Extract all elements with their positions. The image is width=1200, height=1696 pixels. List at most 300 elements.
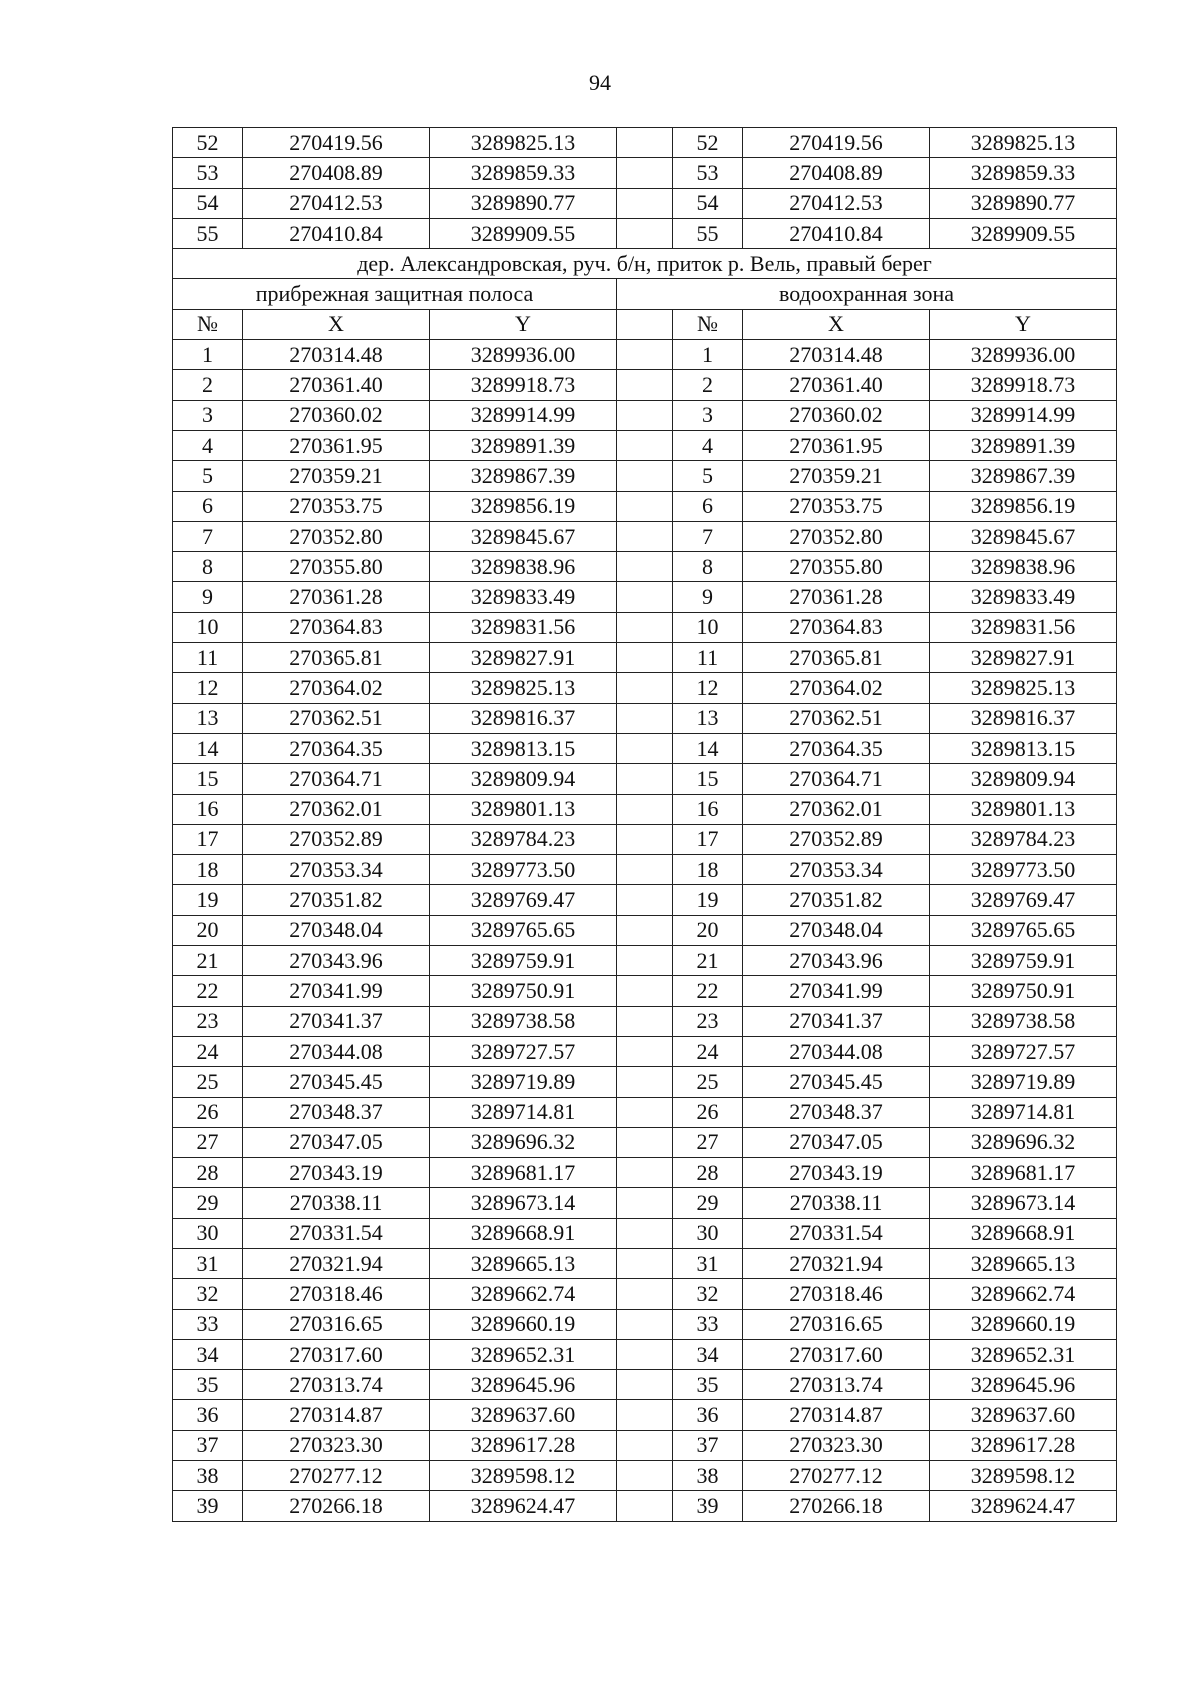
left-num-cell: 2 xyxy=(173,370,243,400)
left-num-cell: 53 xyxy=(173,158,243,188)
right-num-cell: 35 xyxy=(673,1370,743,1400)
right-y-cell: 3289801.13 xyxy=(930,794,1117,824)
right-zone-header: водоохранная зона xyxy=(617,279,1117,309)
right-num-cell: 19 xyxy=(673,885,743,915)
left-x-cell: 270412.53 xyxy=(243,188,430,218)
gap-cell xyxy=(617,1309,673,1339)
table-row xyxy=(173,158,1117,188)
gap-cell xyxy=(617,128,673,158)
left-y-cell: 3289891.39 xyxy=(430,430,617,460)
table-row xyxy=(173,1309,1117,1339)
left-num-cell: 23 xyxy=(173,1006,243,1036)
right-x-cell: 270361.95 xyxy=(743,430,930,460)
right-y-cell: 3289833.49 xyxy=(930,582,1117,612)
left-x-cell: 270359.21 xyxy=(243,461,430,491)
table-row xyxy=(173,1279,1117,1309)
right-num-cell: 38 xyxy=(673,1461,743,1491)
table-row xyxy=(173,582,1117,612)
gap-cell xyxy=(617,1067,673,1097)
right-y-cell: 3289624.47 xyxy=(930,1491,1117,1521)
right-num-cell: 5 xyxy=(673,461,743,491)
gap-cell xyxy=(617,1097,673,1127)
gap-cell xyxy=(617,612,673,642)
table-row xyxy=(173,218,1117,248)
left-x-cell: 270361.40 xyxy=(243,370,430,400)
continued-rows xyxy=(173,128,1117,249)
left-y-cell: 3289668.91 xyxy=(430,1218,617,1248)
right-x-cell: 270348.37 xyxy=(743,1097,930,1127)
table-row xyxy=(173,430,1117,460)
table-row xyxy=(173,1400,1117,1430)
left-y-cell: 3289598.12 xyxy=(430,1461,617,1491)
right-y-cell: 3289696.32 xyxy=(930,1127,1117,1157)
left-y-cell: 3289773.50 xyxy=(430,855,617,885)
left-num-cell: 14 xyxy=(173,733,243,763)
left-x-cell: 270318.46 xyxy=(243,1279,430,1309)
table-row xyxy=(173,128,1117,158)
right-num-cell: 21 xyxy=(673,946,743,976)
right-num-cell: 28 xyxy=(673,1158,743,1188)
left-x-cell: 270323.30 xyxy=(243,1430,430,1460)
right-y-cell: 3289845.67 xyxy=(930,521,1117,551)
left-num-cell: 39 xyxy=(173,1491,243,1521)
left-num-cell: 31 xyxy=(173,1248,243,1278)
left-y-cell: 3289838.96 xyxy=(430,552,617,582)
right-x-cell: 270364.71 xyxy=(743,764,930,794)
table-row xyxy=(173,400,1117,430)
table-row xyxy=(173,824,1117,854)
right-num-cell: 53 xyxy=(673,158,743,188)
left-x-cell: 270362.51 xyxy=(243,703,430,733)
right-num-cell: 2 xyxy=(673,370,743,400)
table-row xyxy=(173,1461,1117,1491)
table-row xyxy=(173,491,1117,521)
left-x-cell: 270313.74 xyxy=(243,1370,430,1400)
gap-cell xyxy=(617,733,673,763)
table-row xyxy=(173,1036,1117,1066)
right-num-cell: 18 xyxy=(673,855,743,885)
right-num-cell: 31 xyxy=(673,1248,743,1278)
section-title-row xyxy=(173,249,1117,279)
left-x-cell: 270348.04 xyxy=(243,915,430,945)
left-y-cell: 3289825.13 xyxy=(430,673,617,703)
right-y-cell: 3289765.65 xyxy=(930,915,1117,945)
table-row xyxy=(173,794,1117,824)
right-x-cell: 270317.60 xyxy=(743,1339,930,1369)
left-x-cell: 270362.01 xyxy=(243,794,430,824)
left-zone-header: прибрежная защитная полоса xyxy=(173,279,617,309)
right-num-cell: 8 xyxy=(673,552,743,582)
right-num-cell: 26 xyxy=(673,1097,743,1127)
right-y-cell: 3289598.12 xyxy=(930,1461,1117,1491)
right-x-cell: 270316.65 xyxy=(743,1309,930,1339)
right-x-cell: 270362.01 xyxy=(743,794,930,824)
left-y-cell: 3289714.81 xyxy=(430,1097,617,1127)
left-num-cell: 16 xyxy=(173,794,243,824)
right-num-cell: 25 xyxy=(673,1067,743,1097)
left-num-cell: 33 xyxy=(173,1309,243,1339)
left-x-cell: 270364.83 xyxy=(243,612,430,642)
right-num-cell: 37 xyxy=(673,1430,743,1460)
table-row xyxy=(173,1430,1117,1460)
right-x-cell: 270353.75 xyxy=(743,491,930,521)
gap-cell xyxy=(617,1430,673,1460)
right-num-cell: 17 xyxy=(673,824,743,854)
left-num-cell: 32 xyxy=(173,1279,243,1309)
right-x-cell: 270345.45 xyxy=(743,1067,930,1097)
table-row xyxy=(173,340,1117,370)
right-y-cell: 3289759.91 xyxy=(930,946,1117,976)
right-num-cell: 4 xyxy=(673,430,743,460)
left-x-cell: 270345.45 xyxy=(243,1067,430,1097)
left-y-cell: 3289784.23 xyxy=(430,824,617,854)
right-num-cell: 24 xyxy=(673,1036,743,1066)
left-y-cell: 3289645.96 xyxy=(430,1370,617,1400)
gap-cell xyxy=(617,309,673,339)
gap-cell xyxy=(617,370,673,400)
right-x-cell: 270266.18 xyxy=(743,1491,930,1521)
left-num-cell: 9 xyxy=(173,582,243,612)
left-x-cell: 270331.54 xyxy=(243,1218,430,1248)
left-y-cell: 3289827.91 xyxy=(430,643,617,673)
gap-cell xyxy=(617,703,673,733)
left-num-cell: 5 xyxy=(173,461,243,491)
right-y-cell: 3289668.91 xyxy=(930,1218,1117,1248)
gap-cell xyxy=(617,491,673,521)
right-y-cell: 3289727.57 xyxy=(930,1036,1117,1066)
left-y-cell: 3289765.65 xyxy=(430,915,617,945)
left-y-cell: 3289637.60 xyxy=(430,1400,617,1430)
left-x-cell: 270266.18 xyxy=(243,1491,430,1521)
left-y-cell: 3289727.57 xyxy=(430,1036,617,1066)
gap-cell xyxy=(617,158,673,188)
left-y-cell: 3289662.74 xyxy=(430,1279,617,1309)
table-row xyxy=(173,733,1117,763)
left-y-cell: 3289665.13 xyxy=(430,1248,617,1278)
right-y-cell: 3289665.13 xyxy=(930,1248,1117,1278)
left-num-cell: 54 xyxy=(173,188,243,218)
left-y-cell: 3289833.49 xyxy=(430,582,617,612)
left-x-cell: 270361.95 xyxy=(243,430,430,460)
left-y-cell: 3289909.55 xyxy=(430,218,617,248)
left-num-cell: 4 xyxy=(173,430,243,460)
left-y-cell: 3289769.47 xyxy=(430,885,617,915)
column-header-row xyxy=(173,309,1117,339)
gap-cell xyxy=(617,582,673,612)
left-y-cell: 3289759.91 xyxy=(430,946,617,976)
right-y-cell: 3289719.89 xyxy=(930,1067,1117,1097)
left-num-cell: 34 xyxy=(173,1339,243,1369)
left-x-cell: 270341.37 xyxy=(243,1006,430,1036)
gap-cell xyxy=(617,855,673,885)
gap-cell xyxy=(617,1461,673,1491)
gap-cell xyxy=(617,946,673,976)
left-num-cell: 22 xyxy=(173,976,243,1006)
coordinates-table xyxy=(172,127,1117,1522)
left-col-num-header: № xyxy=(173,309,243,339)
right-num-cell: 7 xyxy=(673,521,743,551)
table-row xyxy=(173,855,1117,885)
left-x-cell: 270365.81 xyxy=(243,643,430,673)
left-x-cell: 270419.56 xyxy=(243,128,430,158)
left-num-cell: 28 xyxy=(173,1158,243,1188)
gap-cell xyxy=(617,824,673,854)
table-row xyxy=(173,1491,1117,1521)
gap-cell xyxy=(617,1339,673,1369)
right-num-cell: 10 xyxy=(673,612,743,642)
left-y-cell: 3289867.39 xyxy=(430,461,617,491)
right-x-cell: 270361.28 xyxy=(743,582,930,612)
right-x-cell: 270419.56 xyxy=(743,128,930,158)
left-y-cell: 3289617.28 xyxy=(430,1430,617,1460)
left-col-y-header: Y xyxy=(430,309,617,339)
right-num-cell: 16 xyxy=(673,794,743,824)
left-num-cell: 7 xyxy=(173,521,243,551)
right-x-cell: 270313.74 xyxy=(743,1370,930,1400)
right-num-cell: 54 xyxy=(673,188,743,218)
left-y-cell: 3289696.32 xyxy=(430,1127,617,1157)
gap-cell xyxy=(617,794,673,824)
right-y-cell: 3289660.19 xyxy=(930,1309,1117,1339)
gap-cell xyxy=(617,1006,673,1036)
right-num-cell: 14 xyxy=(673,733,743,763)
left-num-cell: 24 xyxy=(173,1036,243,1066)
left-y-cell: 3289809.94 xyxy=(430,764,617,794)
right-y-cell: 3289773.50 xyxy=(930,855,1117,885)
left-num-cell: 10 xyxy=(173,612,243,642)
right-x-cell: 270343.96 xyxy=(743,946,930,976)
table-row xyxy=(173,1127,1117,1157)
right-y-cell: 3289914.99 xyxy=(930,400,1117,430)
left-x-cell: 270344.08 xyxy=(243,1036,430,1066)
left-y-cell: 3289660.19 xyxy=(430,1309,617,1339)
right-num-cell: 1 xyxy=(673,340,743,370)
left-x-cell: 270364.02 xyxy=(243,673,430,703)
table-row xyxy=(173,1158,1117,1188)
right-y-cell: 3289891.39 xyxy=(930,430,1117,460)
right-x-cell: 270348.04 xyxy=(743,915,930,945)
right-x-cell: 270408.89 xyxy=(743,158,930,188)
right-y-cell: 3289662.74 xyxy=(930,1279,1117,1309)
table-row xyxy=(173,1248,1117,1278)
table-row xyxy=(173,1006,1117,1036)
right-num-cell: 11 xyxy=(673,643,743,673)
left-x-cell: 270314.87 xyxy=(243,1400,430,1430)
right-y-cell: 3289813.15 xyxy=(930,733,1117,763)
right-y-cell: 3289838.96 xyxy=(930,552,1117,582)
left-num-cell: 25 xyxy=(173,1067,243,1097)
right-x-cell: 270314.87 xyxy=(743,1400,930,1430)
left-y-cell: 3289845.67 xyxy=(430,521,617,551)
left-x-cell: 270352.89 xyxy=(243,824,430,854)
left-num-cell: 13 xyxy=(173,703,243,733)
right-x-cell: 270344.08 xyxy=(743,1036,930,1066)
right-num-cell: 20 xyxy=(673,915,743,945)
left-num-cell: 38 xyxy=(173,1461,243,1491)
left-x-cell: 270364.71 xyxy=(243,764,430,794)
table-row xyxy=(173,188,1117,218)
right-y-cell: 3289856.19 xyxy=(930,491,1117,521)
right-num-cell: 23 xyxy=(673,1006,743,1036)
left-x-cell: 270321.94 xyxy=(243,1248,430,1278)
right-y-cell: 3289816.37 xyxy=(930,703,1117,733)
left-x-cell: 270364.35 xyxy=(243,733,430,763)
right-x-cell: 270314.48 xyxy=(743,340,930,370)
gap-cell xyxy=(617,915,673,945)
left-num-cell: 21 xyxy=(173,946,243,976)
gap-cell xyxy=(617,521,673,551)
right-y-cell: 3289859.33 xyxy=(930,158,1117,188)
gap-cell xyxy=(617,400,673,430)
left-x-cell: 270338.11 xyxy=(243,1188,430,1218)
gap-cell xyxy=(617,1158,673,1188)
gap-cell xyxy=(617,1491,673,1521)
right-y-cell: 3289652.31 xyxy=(930,1339,1117,1369)
right-x-cell: 270361.40 xyxy=(743,370,930,400)
right-num-cell: 32 xyxy=(673,1279,743,1309)
left-y-cell: 3289914.99 xyxy=(430,400,617,430)
gap-cell xyxy=(617,885,673,915)
right-y-cell: 3289750.91 xyxy=(930,976,1117,1006)
gap-cell xyxy=(617,643,673,673)
right-num-cell: 27 xyxy=(673,1127,743,1157)
right-x-cell: 270323.30 xyxy=(743,1430,930,1460)
left-num-cell: 18 xyxy=(173,855,243,885)
right-y-cell: 3289909.55 xyxy=(930,218,1117,248)
right-x-cell: 270362.51 xyxy=(743,703,930,733)
right-y-cell: 3289784.23 xyxy=(930,824,1117,854)
right-num-cell: 13 xyxy=(673,703,743,733)
gap-cell xyxy=(617,430,673,460)
left-num-cell: 3 xyxy=(173,400,243,430)
table-row xyxy=(173,370,1117,400)
right-num-cell: 12 xyxy=(673,673,743,703)
gap-cell xyxy=(617,1127,673,1157)
right-x-cell: 270352.89 xyxy=(743,824,930,854)
table-row xyxy=(173,946,1117,976)
right-num-cell: 33 xyxy=(673,1309,743,1339)
left-y-cell: 3289859.33 xyxy=(430,158,617,188)
right-num-cell: 30 xyxy=(673,1218,743,1248)
right-y-cell: 3289825.13 xyxy=(930,673,1117,703)
right-y-cell: 3289645.96 xyxy=(930,1370,1117,1400)
left-y-cell: 3289681.17 xyxy=(430,1158,617,1188)
right-x-cell: 270351.82 xyxy=(743,885,930,915)
table-row xyxy=(173,612,1117,642)
right-num-cell: 9 xyxy=(673,582,743,612)
left-x-cell: 270348.37 xyxy=(243,1097,430,1127)
right-y-cell: 3289867.39 xyxy=(930,461,1117,491)
left-x-cell: 270361.28 xyxy=(243,582,430,612)
table-row xyxy=(173,643,1117,673)
table-row xyxy=(173,915,1117,945)
gap-cell xyxy=(617,552,673,582)
right-y-cell: 3289681.17 xyxy=(930,1158,1117,1188)
left-num-cell: 36 xyxy=(173,1400,243,1430)
right-y-cell: 3289714.81 xyxy=(930,1097,1117,1127)
left-x-cell: 270351.82 xyxy=(243,885,430,915)
right-y-cell: 3289809.94 xyxy=(930,764,1117,794)
table-row xyxy=(173,673,1117,703)
right-col-y-header: Y xyxy=(930,309,1117,339)
right-y-cell: 3289769.47 xyxy=(930,885,1117,915)
gap-cell xyxy=(617,764,673,794)
right-x-cell: 270355.80 xyxy=(743,552,930,582)
right-y-cell: 3289673.14 xyxy=(930,1188,1117,1218)
gap-cell xyxy=(617,976,673,1006)
gap-cell xyxy=(617,1279,673,1309)
table-row xyxy=(173,521,1117,551)
right-y-cell: 3289936.00 xyxy=(930,340,1117,370)
right-x-cell: 270360.02 xyxy=(743,400,930,430)
left-y-cell: 3289652.31 xyxy=(430,1339,617,1369)
right-num-cell: 34 xyxy=(673,1339,743,1369)
gap-cell xyxy=(617,673,673,703)
table-row xyxy=(173,1339,1117,1369)
left-x-cell: 270314.48 xyxy=(243,340,430,370)
left-num-cell: 20 xyxy=(173,915,243,945)
left-num-cell: 8 xyxy=(173,552,243,582)
left-num-cell: 6 xyxy=(173,491,243,521)
gap-cell xyxy=(617,1036,673,1066)
right-x-cell: 270318.46 xyxy=(743,1279,930,1309)
gap-cell xyxy=(617,1400,673,1430)
right-num-cell: 6 xyxy=(673,491,743,521)
right-x-cell: 270277.12 xyxy=(743,1461,930,1491)
left-num-cell: 12 xyxy=(173,673,243,703)
left-y-cell: 3289890.77 xyxy=(430,188,617,218)
right-num-cell: 29 xyxy=(673,1188,743,1218)
left-num-cell: 55 xyxy=(173,218,243,248)
table-row xyxy=(173,1097,1117,1127)
right-x-cell: 270364.02 xyxy=(743,673,930,703)
left-x-cell: 270277.12 xyxy=(243,1461,430,1491)
gap-cell xyxy=(617,218,673,248)
right-num-cell: 22 xyxy=(673,976,743,1006)
left-y-cell: 3289801.13 xyxy=(430,794,617,824)
right-y-cell: 3289637.60 xyxy=(930,1400,1117,1430)
right-x-cell: 270359.21 xyxy=(743,461,930,491)
left-num-cell: 17 xyxy=(173,824,243,854)
left-col-x-header: X xyxy=(243,309,430,339)
left-x-cell: 270355.80 xyxy=(243,552,430,582)
section-header xyxy=(173,249,1117,340)
left-num-cell: 29 xyxy=(173,1188,243,1218)
left-y-cell: 3289825.13 xyxy=(430,128,617,158)
right-num-cell: 15 xyxy=(673,764,743,794)
left-y-cell: 3289816.37 xyxy=(430,703,617,733)
right-x-cell: 270410.84 xyxy=(743,218,930,248)
table-row xyxy=(173,885,1117,915)
right-num-cell: 55 xyxy=(673,218,743,248)
gap-cell xyxy=(617,1218,673,1248)
right-x-cell: 270341.99 xyxy=(743,976,930,1006)
right-y-cell: 3289738.58 xyxy=(930,1006,1117,1036)
right-y-cell: 3289918.73 xyxy=(930,370,1117,400)
right-x-cell: 270341.37 xyxy=(743,1006,930,1036)
left-y-cell: 3289738.58 xyxy=(430,1006,617,1036)
right-x-cell: 270364.83 xyxy=(743,612,930,642)
left-x-cell: 270343.19 xyxy=(243,1158,430,1188)
right-num-cell: 36 xyxy=(673,1400,743,1430)
right-num-cell: 52 xyxy=(673,128,743,158)
right-x-cell: 270338.11 xyxy=(743,1188,930,1218)
coordinate-rows xyxy=(173,340,1117,1522)
left-y-cell: 3289624.47 xyxy=(430,1491,617,1521)
left-y-cell: 3289813.15 xyxy=(430,733,617,763)
right-y-cell: 3289617.28 xyxy=(930,1430,1117,1460)
left-y-cell: 3289831.56 xyxy=(430,612,617,642)
